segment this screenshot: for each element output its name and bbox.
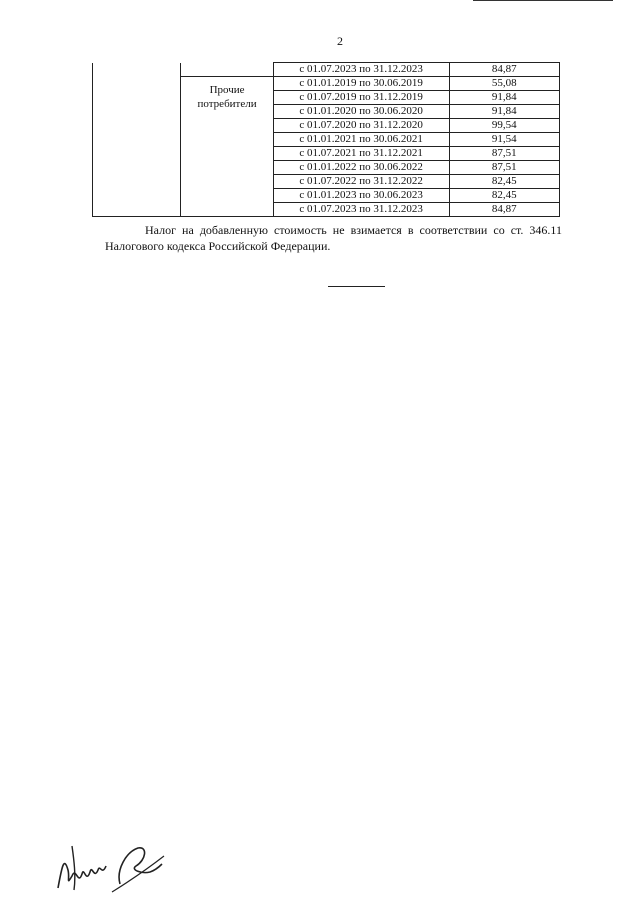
tariff-value-cell: 55,08 [449,77,559,91]
consumer-group-cell: Прочие потребители [181,77,273,217]
tariff-value-cell: 99,54 [449,119,559,133]
period-cell: с 01.07.2019 по 31.12.2019 [273,91,449,105]
tariff-value-cell: 84,87 [449,203,559,217]
period-cell: с 01.07.2020 по 31.12.2020 [273,119,449,133]
tariff-value-cell: 82,45 [449,175,559,189]
vat-note: Налог на добавленную стоимость не взимается в соответствии со ст. 346.11 Налогового кодекса Российской Федерации. [105,223,562,253]
period-cell: с 01.07.2021 по 31.12.2021 [273,147,449,161]
tariff-value-cell: 91,84 [449,105,559,119]
period-cell: с 01.01.2023 по 30.06.2023 [273,189,449,203]
period-cell: с 01.01.2022 по 30.06.2022 [273,161,449,175]
page-number: 2 [337,34,343,48]
end-rule [328,286,385,287]
tariff-table [92,62,560,217]
period-cell: с 01.07.2023 по 31.12.2023 [273,63,449,77]
tariff-table-body [93,63,560,217]
tariff-value-cell: 82,45 [449,189,559,203]
period-cell: с 01.01.2021 по 30.06.2021 [273,133,449,147]
tariff-value-cell: 84,87 [449,63,559,77]
period-cell: с 01.01.2020 по 30.06.2020 [273,105,449,119]
table-row [93,63,560,77]
tariff-value-cell: 87,51 [449,147,559,161]
period-cell: с 01.07.2022 по 31.12.2022 [273,175,449,189]
header-rule [473,0,613,1]
tariff-value-cell: 91,54 [449,133,559,147]
tariff-value-cell: 87,51 [449,161,559,175]
period-cell: с 01.01.2019 по 30.06.2019 [273,77,449,91]
signature-image [50,826,170,896]
tariff-value-cell: 91,84 [449,91,559,105]
blank-cell [93,63,181,217]
empty-cell [181,63,273,77]
period-cell: с 01.07.2023 по 31.12.2023 [273,203,449,217]
